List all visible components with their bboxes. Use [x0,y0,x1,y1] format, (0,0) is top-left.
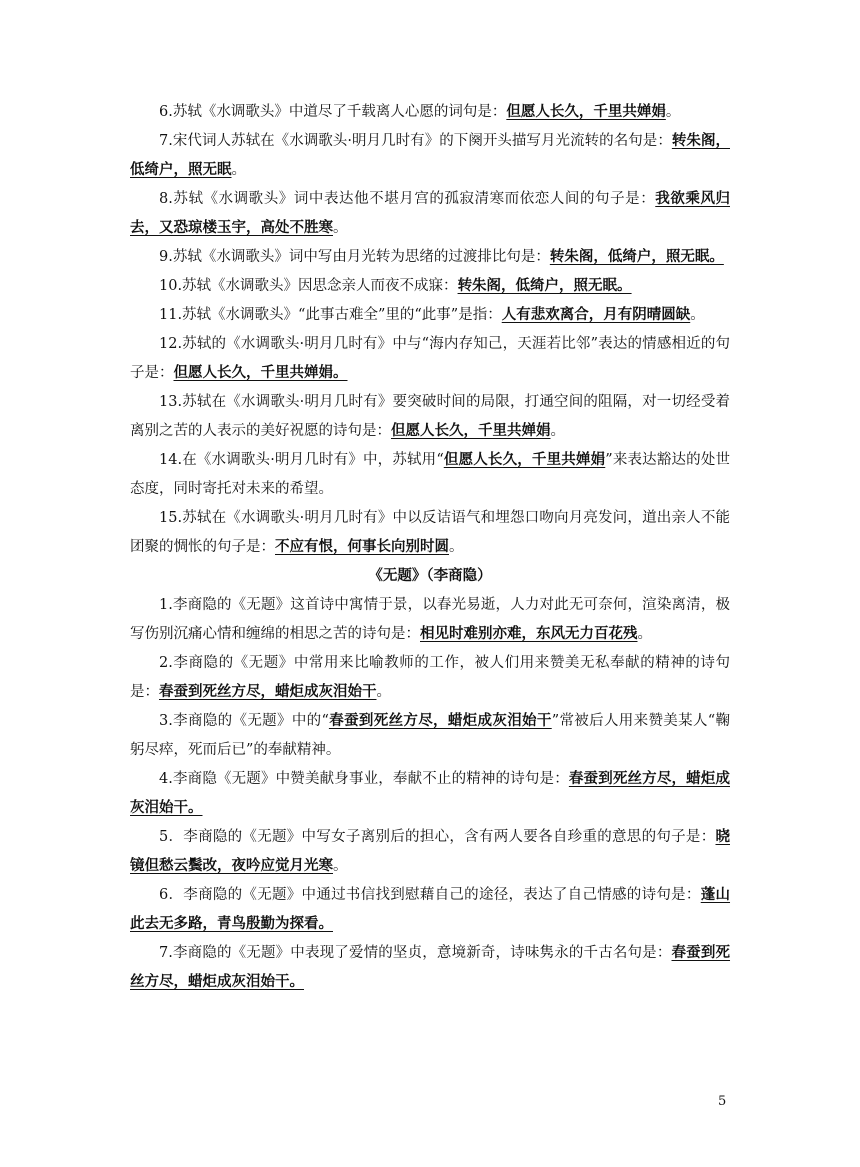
answer-text: 人有悲欢离合，月有阴晴圆缺 [501,307,691,323]
question-text: 1.李商隐的《无题》这首诗中寓情于景，以春光易逝，人力对此无可奈何，渲染离清，极写伤别沉痛心情和缠绵的相思之苦的诗句是： [130,597,730,642]
sushi-question-list [130,98,730,562]
question-item [130,98,730,127]
question-item [130,127,730,185]
question-tail-text: ”常被后人用来赞美某人“鞠躬尽瘁，死而后已”的奉献精神。 [130,713,731,758]
question-text: 14.在《水调歌头·明月几时有》中，苏轼用“ [159,452,444,468]
wuti-question-list [130,591,730,997]
question-item [130,591,730,649]
question-tail-text: 。 [231,162,246,178]
question-text: 12.苏轼的《水调歌头·明月几时有》中与“海内存知己，天涯若比邻”表达的情感相近的句子是： [130,336,730,381]
question-item [130,272,730,301]
question-tail-text: 。 [333,220,348,236]
page-number: 5 [718,1094,727,1109]
question-item [130,388,730,446]
answer-text: 我欲乘风归去，又恐琼楼玉宇，高处不胜寒 [130,191,730,236]
question-text: 2.李商隐的《无题》中常用来比喻教师的工作，被人们用来赞美无私奉献的精神的诗句是： [130,655,730,700]
answer-text: 春蚕到死丝方尽，蜡炬成灰泪始干 [159,684,377,700]
question-item [130,707,730,765]
question-tail-text: 。 [637,626,652,642]
question-item [130,446,730,504]
question-text: 10.苏轼《水调歌头》因思念亲人而夜不成寐： [159,278,458,294]
question-item [130,330,730,388]
question-text: 6．李商隐的《无题》中通过书信找到慰藉自己的途径，表达了自己情感的诗句是： [159,887,701,903]
question-text: 7.李商隐的《无题》中表现了爱情的坚贞，意境新奇，诗味隽永的千古名句是： [159,945,672,961]
question-tail-text: 。 [333,858,348,874]
section-title: 《无题》（李商隐） [368,568,492,584]
answer-text: 蓬山此去无多路，青鸟殷勤为探看。 [130,887,731,932]
question-item [130,939,730,997]
answer-text: 转朱阁，低绮户，照无眠。 [549,249,724,265]
question-text: 4.李商隐《无题》中赞美献身事业，奉献不止的精神的诗句是： [159,771,569,787]
page-content [130,98,730,997]
question-item [130,765,730,823]
answer-text: 但愿人长久，千里共婵娟 [391,423,551,439]
question-tail-text: 。 [690,307,705,323]
answer-text: 转朱阁，低绮户，照无眠 [130,133,730,178]
question-tail-text: ”来表达豁达的处世态度，同时寄托对未来的希望。 [130,452,730,497]
question-text: 9.苏轼《水调歌头》词中写由月光转为思绪的过渡排比句是： [159,249,550,265]
question-text: 6.苏轼《水调歌头》中道尽了千载离人心愿的词句是： [159,104,507,120]
question-tail-text: 。 [665,104,681,120]
answer-text: 不应有恨，何事长向别时圆 [275,539,449,555]
question-text: 11.苏轼《水调歌头》“此事古难全”里的“此事”是指： [159,307,502,323]
answer-text: 转朱阁，低绮户，照无眠。 [457,278,632,294]
question-text: 13.苏轼在《水调歌头·明月几时有》要突破时间的局限，打通空间的阻隔，对一切经受着离别之苦的人表示的美好祝愿的诗句是： [130,394,730,439]
question-item [130,504,730,562]
question-tail-text: 。 [550,423,565,439]
answer-text: 相见时难别亦难，东风无力百花残 [420,626,638,642]
question-text: 15.苏轼在《水调歌头·明月几时有》中以反诘语气和埋怨口吻向月亮发问，道出亲人不能团聚的惆怅的句子是： [130,510,730,555]
question-item [130,185,730,243]
answer-text: 但愿人长久，千里共婵娟 [443,452,606,468]
answer-text: 但愿人长久，千里共婵娟 [506,104,666,120]
question-item [130,301,730,330]
answer-text: 春蚕到死丝方尽，蜡炬成灰泪始干。 [130,945,731,990]
question-item [130,881,730,939]
question-text: 8.苏轼《水调歌头》词中表达他不堪月宫的孤寂清寒而依恋人间的句子是： [159,191,656,207]
question-item [130,823,730,881]
answer-text: 晓镜但愁云鬓改，夜吟应觉月光寒 [130,829,730,874]
question-tail-text: 。 [449,539,464,555]
question-text: 3.李商隐的《无题》中的“ [159,713,329,729]
answer-text: 但愿人长久，千里共婵娟。 [173,365,348,381]
question-tail-text: 。 [376,684,391,700]
question-item [130,243,730,272]
question-item [130,649,730,707]
answer-text: 春蚕到死丝方尽，蜡炬成灰泪始干。 [130,771,730,816]
question-text: 5．李商隐的《无题》中写女子离别后的担心，含有两人要各自珍重的意思的句子是： [159,829,716,845]
answer-text: 春蚕到死丝方尽，蜡炬成灰泪始干 [328,713,552,729]
question-text: 7.宋代词人苏轼在《水调歌头·明月几时有》的下阕开头描写月光流转的名句是： [159,133,672,149]
